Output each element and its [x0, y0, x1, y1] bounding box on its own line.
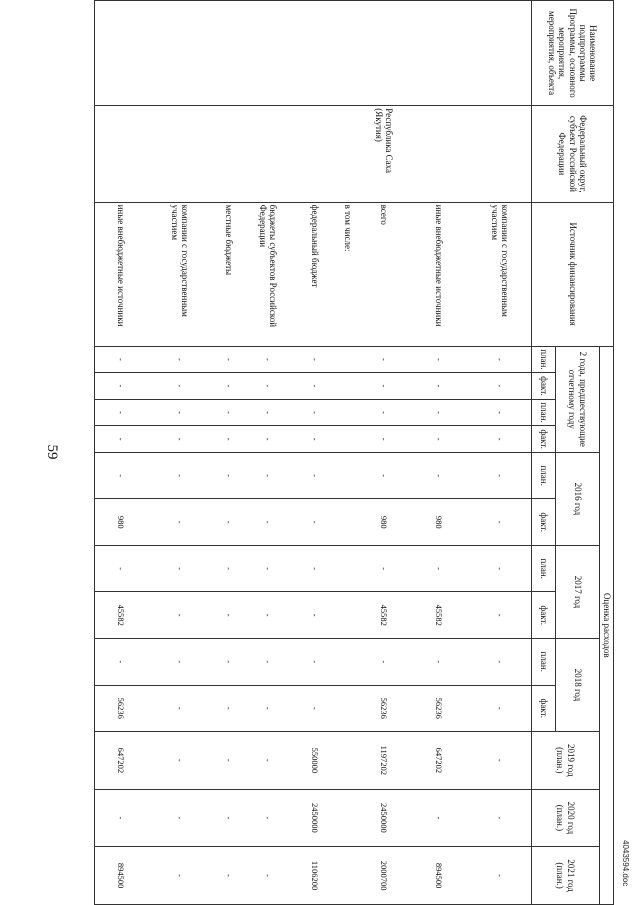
- header-plan: план.: [532, 545, 556, 592]
- value-cell: -: [95, 426, 147, 453]
- value-cell: -: [243, 499, 293, 546]
- value-cell: -: [243, 685, 293, 732]
- value-cell: -: [243, 346, 293, 373]
- value-cell: -: [243, 789, 293, 847]
- district-cell: [146, 106, 214, 202]
- value-cell: -: [146, 399, 214, 426]
- value-cell: -: [95, 789, 147, 847]
- value-cell: 980: [95, 499, 147, 546]
- value-cell: -: [214, 452, 243, 499]
- value-cell: -: [146, 847, 214, 905]
- value-cell: -: [410, 373, 469, 400]
- source-cell: всего: [358, 202, 410, 346]
- value-cell: -: [146, 346, 214, 373]
- value-cell: -: [293, 592, 338, 639]
- expense-table: [94, 0, 614, 905]
- table-row: [293, 1, 338, 905]
- value-cell: [338, 373, 358, 400]
- value-cell: -: [243, 847, 293, 905]
- value-cell: -: [468, 545, 531, 592]
- value-cell: 45582: [410, 592, 469, 639]
- value-cell: -: [214, 545, 243, 592]
- value-cell: -: [243, 545, 293, 592]
- source-cell: федеральный бюджет: [293, 202, 338, 346]
- value-cell: -: [243, 638, 293, 685]
- value-cell: [338, 426, 358, 453]
- source-cell: иные внебюджетные источники: [95, 202, 147, 346]
- value-cell: -: [358, 545, 410, 592]
- value-cell: 647202: [95, 732, 147, 790]
- value-cell: -: [293, 685, 338, 732]
- value-cell: -: [146, 789, 214, 847]
- table-body: [95, 1, 532, 905]
- value-cell: -: [293, 373, 338, 400]
- value-cell: [338, 789, 358, 847]
- value-cell: 2000700: [358, 847, 410, 905]
- value-cell: -: [146, 732, 214, 790]
- district-cell: [293, 106, 338, 202]
- value-cell: -: [293, 545, 338, 592]
- header-fact: факт.: [532, 373, 556, 400]
- value-cell: 45582: [95, 592, 147, 639]
- value-cell: -: [146, 638, 214, 685]
- district-cell: [338, 106, 358, 202]
- value-cell: -: [146, 545, 214, 592]
- value-cell: 980: [410, 499, 469, 546]
- header-2016: 2016 год: [556, 452, 600, 545]
- value-cell: -: [95, 545, 147, 592]
- header-2017: 2017 год: [556, 545, 600, 638]
- header-2019: 2019 год (план.): [532, 732, 600, 790]
- header-prev-years: 2 года, предшествующие отчетному году: [556, 346, 600, 452]
- value-cell: 56236: [358, 685, 410, 732]
- value-cell: -: [243, 732, 293, 790]
- header-fact: факт.: [532, 592, 556, 639]
- page-number: 59: [44, 444, 60, 460]
- value-cell: -: [214, 685, 243, 732]
- value-cell: -: [214, 732, 243, 790]
- value-cell: -: [410, 346, 469, 373]
- value-cell: [338, 399, 358, 426]
- value-cell: 45582: [358, 592, 410, 639]
- value-cell: -: [410, 452, 469, 499]
- value-cell: -: [358, 452, 410, 499]
- value-cell: -: [146, 592, 214, 639]
- value-cell: -: [95, 399, 147, 426]
- value-cell: -: [358, 426, 410, 453]
- value-cell: -: [410, 545, 469, 592]
- value-cell: -: [214, 373, 243, 400]
- district-cell: Республика Саха (Якутия): [358, 106, 410, 202]
- header-district: Федеральный округ, субъект Российской Федерации: [532, 106, 614, 202]
- value-cell: [338, 452, 358, 499]
- value-cell: 894500: [95, 847, 147, 905]
- value-cell: [338, 732, 358, 790]
- value-cell: [338, 685, 358, 732]
- value-cell: [338, 545, 358, 592]
- value-cell: -: [358, 399, 410, 426]
- district-cell: [214, 106, 243, 202]
- value-cell: [338, 499, 358, 546]
- program-name-cell: [95, 1, 147, 106]
- table-row: [338, 1, 358, 905]
- value-cell: -: [468, 499, 531, 546]
- district-cell: [95, 106, 147, 202]
- value-cell: [338, 847, 358, 905]
- source-cell: местные бюджеты: [214, 202, 243, 346]
- value-cell: -: [293, 638, 338, 685]
- table-row: [95, 1, 147, 905]
- program-name-cell: [146, 1, 214, 106]
- program-name-cell: [468, 1, 531, 106]
- value-cell: -: [410, 638, 469, 685]
- header-plan: план.: [532, 452, 556, 499]
- program-name-cell: [410, 1, 469, 106]
- table-row: [214, 1, 243, 905]
- value-cell: [338, 638, 358, 685]
- value-cell: -: [146, 426, 214, 453]
- value-cell: -: [243, 592, 293, 639]
- header-plan: план.: [532, 638, 556, 685]
- value-cell: -: [214, 789, 243, 847]
- header-plan: план.: [532, 346, 556, 373]
- table-row: [243, 1, 293, 905]
- value-cell: -: [293, 452, 338, 499]
- header-fact: факт.: [532, 499, 556, 546]
- header-2018: 2018 год: [556, 638, 600, 731]
- value-cell: -: [468, 426, 531, 453]
- source-cell: в том числе:: [338, 202, 358, 346]
- table-row: [146, 1, 214, 905]
- value-cell: -: [410, 399, 469, 426]
- header-estimate: Оценка расходов: [600, 346, 614, 904]
- value-cell: -: [468, 685, 531, 732]
- source-cell: иные внебюджетные источники: [410, 202, 469, 346]
- value-cell: -: [293, 426, 338, 453]
- source-cell: компании с государственным участием: [468, 202, 531, 346]
- table-row: [468, 1, 531, 905]
- value-cell: 2450000: [293, 789, 338, 847]
- program-name-cell: [243, 1, 293, 106]
- value-cell: -: [468, 399, 531, 426]
- value-cell: -: [146, 452, 214, 499]
- value-cell: -: [95, 346, 147, 373]
- value-cell: 980: [358, 499, 410, 546]
- value-cell: -: [95, 638, 147, 685]
- table-row: [358, 1, 410, 905]
- value-cell: -: [358, 346, 410, 373]
- value-cell: -: [410, 789, 469, 847]
- value-cell: -: [293, 499, 338, 546]
- value-cell: -: [214, 426, 243, 453]
- value-cell: -: [146, 499, 214, 546]
- document-footer: 4043594.doc: [621, 840, 630, 887]
- value-cell: -: [468, 789, 531, 847]
- value-cell: -: [214, 499, 243, 546]
- header-name: Наименование подпрограммы Программы, основного мероприятия, мероприятия, объекта: [532, 1, 614, 106]
- value-cell: -: [468, 847, 531, 905]
- value-cell: -: [243, 426, 293, 453]
- value-cell: 1197202: [358, 732, 410, 790]
- value-cell: 550000: [293, 732, 338, 790]
- value-cell: 647202: [410, 732, 469, 790]
- value-cell: -: [214, 399, 243, 426]
- district-cell: [468, 106, 531, 202]
- value-cell: -: [243, 452, 293, 499]
- value-cell: -: [146, 685, 214, 732]
- value-cell: -: [468, 732, 531, 790]
- value-cell: -: [243, 373, 293, 400]
- value-cell: -: [214, 847, 243, 905]
- value-cell: -: [468, 373, 531, 400]
- value-cell: [338, 346, 358, 373]
- value-cell: -: [410, 426, 469, 453]
- value-cell: 56236: [95, 685, 147, 732]
- value-cell: -: [214, 638, 243, 685]
- value-cell: -: [95, 373, 147, 400]
- header-fact: факт.: [532, 426, 556, 453]
- value-cell: -: [293, 346, 338, 373]
- value-cell: [338, 592, 358, 639]
- value-cell: -: [146, 373, 214, 400]
- district-cell: [243, 106, 293, 202]
- program-name-cell: [358, 1, 410, 106]
- value-cell: -: [95, 452, 147, 499]
- header-2021: 2021 год (план.): [532, 847, 600, 905]
- value-cell: 56236: [410, 685, 469, 732]
- program-name-cell: [293, 1, 338, 106]
- value-cell: 2450000: [358, 789, 410, 847]
- value-cell: -: [358, 638, 410, 685]
- value-cell: 894500: [410, 847, 469, 905]
- value-cell: -: [243, 399, 293, 426]
- table-row: [410, 1, 469, 905]
- source-cell: бюджеты субъектов Российской Федерации: [243, 202, 293, 346]
- value-cell: -: [468, 638, 531, 685]
- value-cell: -: [214, 592, 243, 639]
- header-source: Источник финансирования: [532, 202, 614, 346]
- value-cell: -: [468, 452, 531, 499]
- program-name-cell: [214, 1, 243, 106]
- value-cell: -: [214, 346, 243, 373]
- program-name-cell: [338, 1, 358, 106]
- header-fact: факт.: [532, 685, 556, 732]
- district-cell: [410, 106, 469, 202]
- source-cell: компании с государственным участием: [146, 202, 214, 346]
- header-2020: 2020 год (план.): [532, 789, 600, 847]
- value-cell: -: [358, 373, 410, 400]
- value-cell: 1106200: [293, 847, 338, 905]
- header-plan: план.: [532, 399, 556, 426]
- value-cell: -: [468, 592, 531, 639]
- value-cell: -: [468, 346, 531, 373]
- value-cell: -: [293, 399, 338, 426]
